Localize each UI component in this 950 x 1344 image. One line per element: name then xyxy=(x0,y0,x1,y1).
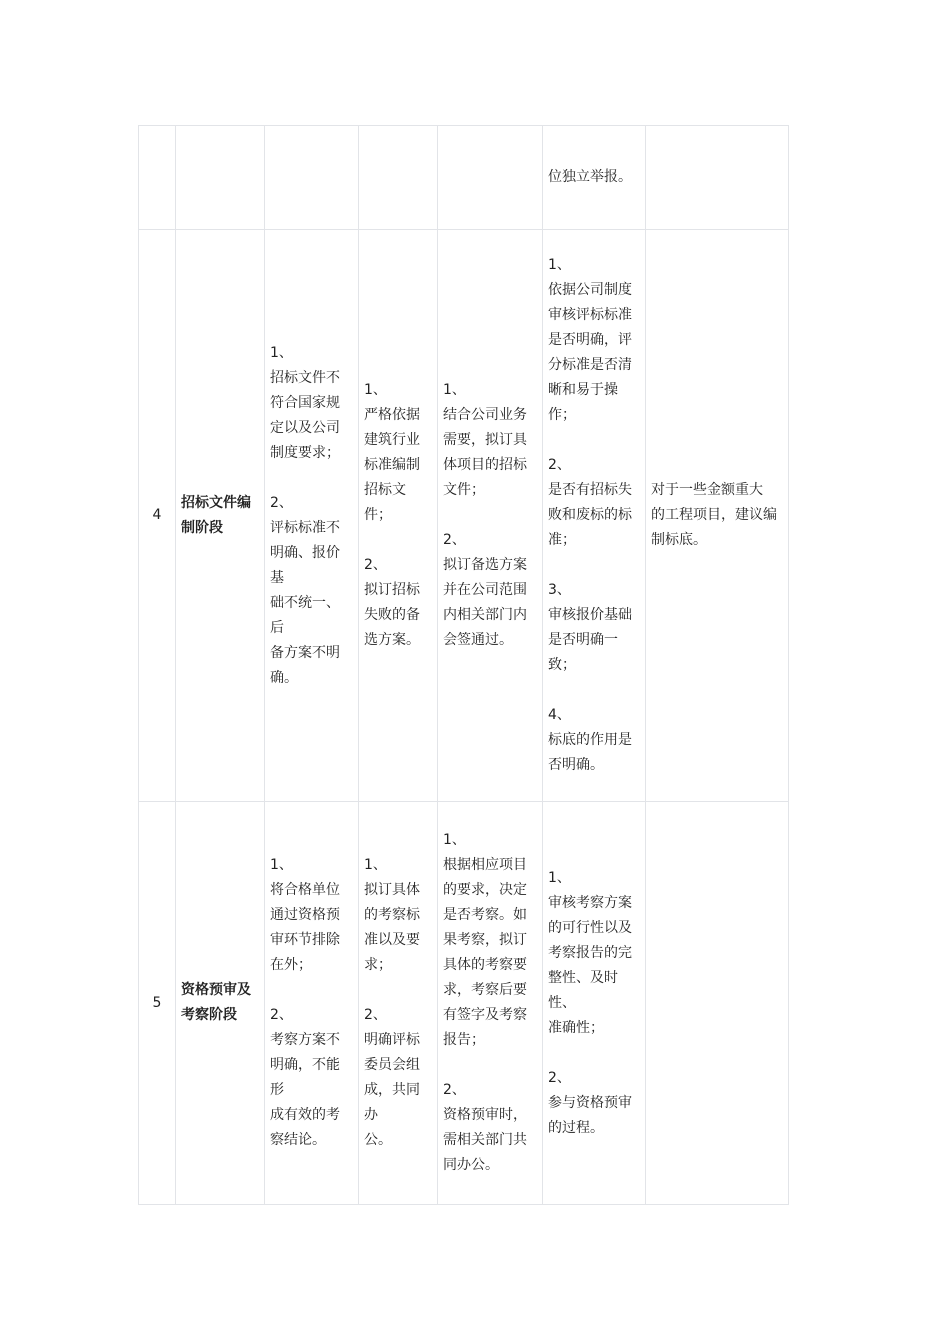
stage-text: 招标文件编 制阶段 xyxy=(181,494,251,536)
control-text: 1、 严格依据 建筑行业 标准编制 招标文件； 2、 拟订招标 失败的备 选方案。 xyxy=(364,382,420,648)
measure-text: 1、 结合公司业务 需要，拟订具 体项目的招标 文件； 2、 拟订备选方案 并在公司范围 内相关部门内 会签通过。 xyxy=(443,382,527,648)
risk-cell xyxy=(265,230,359,802)
risk-cell xyxy=(265,126,359,230)
control-cell xyxy=(359,230,438,802)
stage-text: 资格预审及 考察阶段 xyxy=(181,982,251,1023)
risk-text: 1、 招标文件不 符合国家规 定以及公司 制度要求； 2、 评标标准不 明确、报价基 础不统一、后 备方案不明 确。 xyxy=(270,344,340,686)
audit-cell xyxy=(543,802,646,1205)
risk-cell xyxy=(265,802,359,1205)
remark-text: 对于一些金额重大 的工程项目，建议编 制标底。 xyxy=(651,482,777,548)
measure-cell xyxy=(438,126,543,230)
row-number-cell xyxy=(139,802,176,1205)
stage-cell xyxy=(176,230,265,802)
control-cell xyxy=(359,802,438,1205)
table-row xyxy=(139,126,789,230)
audit-cell xyxy=(543,126,646,230)
control-text: 1、 拟订具体 的考察标 准以及要 求； 2、 明确评标 委员会组 成，共同办 公。 xyxy=(364,857,420,1148)
table-row xyxy=(139,802,789,1205)
control-cell xyxy=(359,126,438,230)
remark-cell xyxy=(646,230,789,802)
measure-cell xyxy=(438,230,543,802)
risk-text: 1、 将合格单位 通过资格预 审环节排除 在外； 2、 考察方案不 明确，不能形 成有效的考 察结论。 xyxy=(270,857,340,1148)
stage-cell xyxy=(176,126,265,230)
audit-text: 1、 审核考察方案 的可行性以及 考察报告的完 整性、及时性、 准确性； 2、 参与资格预审 的过程。 xyxy=(548,869,632,1136)
row-number-cell xyxy=(139,230,176,802)
measure-cell xyxy=(438,802,543,1205)
remark-cell xyxy=(646,802,789,1205)
audit-text: 1、 依据公司制度 审核评标标准 是否明确，评 分标准是否清 晰和易于操 作； 2、 是否有招标失 败和废标的标 准； 3、 审核报价基础 是否明确一 致； 4、 标底的作用是 否明确。 xyxy=(548,257,632,773)
measure-text: 1、 根据相应项目 的要求，决定 是否考察。如 果考察，拟订 具体的考察要 求，考察后要 有签字及考察 报告； 2、 资格预审时， 需相关部门共 同办公。 xyxy=(443,832,527,1173)
stage-cell xyxy=(176,802,265,1205)
audit-text: 位独立举报。 xyxy=(548,169,632,185)
remark-cell xyxy=(646,126,789,230)
row-number-cell xyxy=(139,126,176,230)
table-row xyxy=(139,230,789,802)
process-risk-table xyxy=(138,125,789,1205)
row-number: 4 xyxy=(152,507,162,523)
row-number: 5 xyxy=(152,994,162,1011)
audit-cell xyxy=(543,230,646,802)
